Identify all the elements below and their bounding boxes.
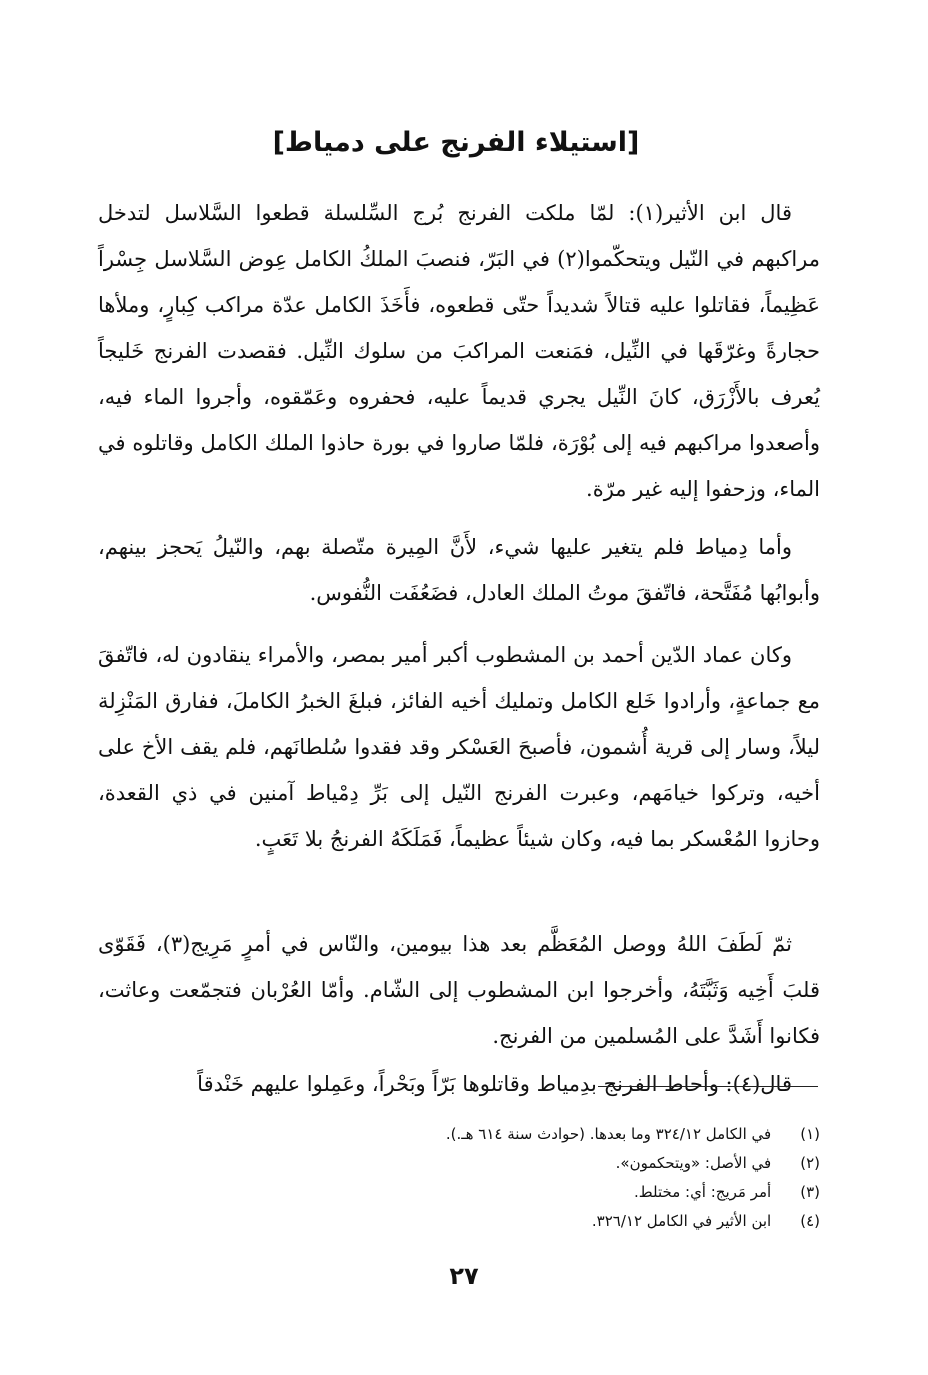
footnote-2 xyxy=(200,1149,820,1178)
paragraph-3: وكان عماد الدّين أحمد بن المشطوب أكبر أمير بمصر، والأمراء ينقادون له، فاتّفقَ مع جماعةٍ، وأرادوا خَلع الكامل وتمليك أخيه الفائز، فبلغَ الخبرُ الكاملَ، ففارق المَنْزِلة ليلاً، وسار إلى قرية أُشمون، فأصبحَ العَسْكر وقد فقدوا سُلطانَهم، فلم يقف الأخ على أخيه، وتركوا خيامَهم، وعبرت الفرنج النّيل إلى بَرِّ دِمْياط آمنين في ذي القعدة، وحازوا المُعْسكر بما فيه، وكان شيئاً عظيماً، فَمَلَكَهُ الفرنجُ بلا تَعَبٍ. xyxy=(98,643,820,851)
footnote-number: (٢) xyxy=(800,1154,820,1172)
footnotes xyxy=(200,1120,820,1236)
paragraph-5: قال(٤): وأحاط الفرنج بدِمياط وقاتلوها بَرّاً وبَحْراً، وعَمِلوا عليهم خَنْدقاً xyxy=(197,1072,792,1096)
footnote-number: (٤) xyxy=(800,1212,820,1230)
footnote-divider xyxy=(598,1086,818,1087)
paragraph-4: ثمّ لَطَفَ اللهُ ووصل المُعَظَّم بعد هذا بيومين، والنّاس في أمرٍ مَرِيج(٣)، فَقَوّى قلبَ أَخِيه وَثَبَّتَهُ، وأخرجوا ابن المشطوب إلى الشّام. وأمّا العُرْبان فتجمّعت وعاثت، فكانوا أَشَدَّ على المُسلمين من الفرنج. xyxy=(98,932,820,1048)
main-text xyxy=(98,190,820,1111)
footnote-1 xyxy=(200,1120,820,1149)
page-number: ٢٧ xyxy=(449,1262,479,1290)
footnote-text: في الأصل: «ويتحكمون». xyxy=(615,1154,772,1172)
footnote-number: (١) xyxy=(800,1125,820,1143)
footnote-3 xyxy=(200,1178,820,1207)
footnote-4 xyxy=(200,1207,820,1236)
footnote-number: (٣) xyxy=(800,1183,820,1201)
section-title: [استيلاء الفرنج على دمياط] xyxy=(272,127,640,158)
paragraph-1: قال ابن الأثير(١): لمّا ملكت الفرنج بُرج السِّلسلة قطعوا السَّلاسل لتدخل مراكبهم في النّيل ويتحكّموا(٢) في البَرّ، فنصبَ الملكُ الكامل عِوض السَّلاسل جِسْراً عَظِيماً، فقاتلوا عليه قتالاً شديداً حتّى قطعوه، فأَخَذَ الكامل عدّة مراكب كِبارٍ، وملأها حجارةً وغرّقَها في النِّيل، فمَنعت المراكبَ من سلوك النِّيل. فقصدت الفرنج خَليجاً يُعرف بالأَزْرَق، كانَ النِّيل يجري قديماً عليه، فحفروه وعَمّقوه، وأجروا الماء فيه، وأصعدوا مراكبهم فيه إلى بُوْرَة، فلمّا صاروا في بورة حاذوا الملك الكامل وقاتلوه في الماء، وزحفوا إليه غير مرّة. xyxy=(98,201,821,501)
footnote-text: أمر مَريج: أي: مختلط. xyxy=(634,1183,772,1201)
footnote-text: ابن الأثير في الكامل ٣٢٦/١٢. xyxy=(591,1212,772,1230)
footnote-text: في الكامل ٣٢٤/١٢ وما بعدها. (حوادث سنة ٦١٤ هـ.). xyxy=(445,1125,772,1143)
paragraph-2: وأما دِمياط فلم يتغير عليها شيء، لأَنَّ المِيرة متّصلة بهم، والنّيلُ يَحجز بينهم، وأبوابُها مُفَتَّحة، فاتّفقَ موتُ الملك العادل، فضَعُفَت النُّفوس. xyxy=(98,535,820,605)
